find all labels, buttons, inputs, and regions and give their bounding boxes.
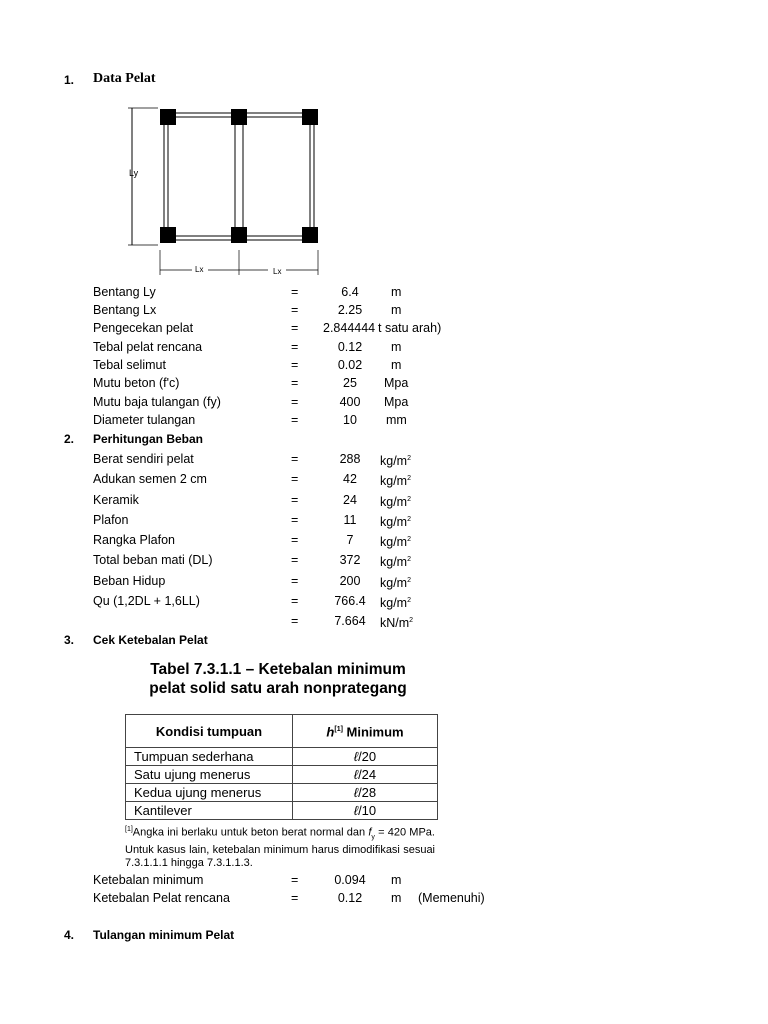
row-value: 0.094	[334, 873, 366, 887]
row-label: Beban Hidup	[93, 574, 166, 588]
table-row	[126, 748, 438, 766]
row-label: Mutu baja tulangan (fy)	[93, 395, 221, 409]
data-row	[0, 393, 768, 411]
row-unit: mm	[386, 413, 407, 427]
header-kondisi: Kondisi tumpuan	[126, 715, 293, 748]
section-2-title: Perhitungan Beban	[93, 432, 204, 446]
data-row	[0, 338, 768, 356]
section-1-title: Data Pelat	[93, 71, 156, 86]
row-unit: m	[391, 358, 402, 372]
row-label: Bentang Lx	[93, 303, 157, 317]
row-value: 2.25	[337, 303, 363, 317]
row-unit: $kg/m^2$	[380, 596, 411, 611]
row-label: Rangka Plafon	[93, 533, 176, 547]
check-row	[0, 871, 768, 889]
row-label: Ketebalan minimum	[93, 873, 204, 887]
row-unit: t satu arah)	[378, 321, 442, 335]
load-row	[0, 470, 768, 488]
table-footnote: [1]Angka ini berlaku untuk beton berat normal dan $f_y = 420$ MPa. Untuk kasus lain, ketebalan minimum harus dimodifikasi sesuai 7.3.1.1.1 hingga 7.3.1.1.3.	[125, 826, 435, 869]
row-equals: =	[291, 376, 299, 390]
row-unit: $kg/m^2$	[380, 535, 411, 550]
row-label: Total beban mati (DL)	[93, 553, 213, 567]
row-equals: =	[291, 303, 299, 317]
row-unit: $kg/m^2$	[380, 495, 411, 510]
load-row	[0, 531, 768, 549]
row-unit: $kg/m^2$	[380, 576, 411, 591]
row-unit: m	[391, 285, 402, 299]
row-value: 0.12	[337, 891, 363, 905]
row-equals: =	[291, 452, 299, 466]
row-equals: =	[291, 395, 299, 409]
row-label: Berat sendiri pelat	[93, 452, 194, 466]
row-unit: Mpa	[384, 376, 409, 390]
row-unit: $kg/m^2$	[380, 555, 411, 570]
table-header-row	[126, 715, 438, 748]
cell-kondisi: Tumpuan sederhana	[126, 748, 293, 766]
row-value: 6.4	[341, 285, 359, 299]
row-unit: m	[391, 303, 402, 317]
slab-plan-diagram	[120, 100, 330, 280]
row-equals: =	[291, 493, 299, 507]
row-equals: =	[291, 340, 299, 354]
row-value: 10	[343, 413, 357, 427]
row-equals: =	[291, 358, 299, 372]
cell-minimum: ℓ/20	[293, 748, 438, 766]
row-unit: Mpa	[384, 395, 409, 409]
row-unit: m	[391, 340, 402, 354]
row-value: 288	[339, 452, 361, 466]
table-title-line-1: Tabel 7.3.1.1 – Ketebalan minimum	[150, 661, 406, 678]
row-unit: $kg/m^2$	[380, 454, 411, 469]
row-unit: m	[391, 873, 402, 887]
load-row	[0, 551, 768, 569]
row-unit: $kg/m^2$	[380, 515, 411, 530]
data-row	[0, 283, 768, 301]
row-equals: =	[291, 533, 299, 547]
row-value: 400	[339, 395, 361, 409]
row-unit: $kg/m^2$	[380, 474, 411, 489]
row-label: Mutu beton (f'c)	[93, 376, 180, 390]
row-note: (Memenuhi)	[418, 891, 485, 905]
load-row	[0, 592, 768, 610]
load-row	[0, 612, 768, 630]
thickness-table	[125, 714, 438, 820]
table-row	[126, 766, 438, 784]
cell-minimum: ℓ/10	[293, 802, 438, 820]
data-row	[0, 301, 768, 319]
row-value: 766.4	[334, 594, 366, 608]
lx-label-1: Lx	[195, 265, 204, 274]
row-value: 25	[343, 376, 357, 390]
cell-minimum: ℓ/28	[293, 784, 438, 802]
data-row	[0, 356, 768, 374]
section-4-title: Tulangan minimum Pelat	[93, 928, 235, 942]
cell-kondisi: Satu ujung menerus	[126, 766, 293, 784]
row-equals: =	[291, 594, 299, 608]
row-equals: =	[291, 574, 299, 588]
row-value: 372	[339, 553, 361, 567]
row-label: Pengecekan pelat	[93, 321, 194, 335]
row-value: 24	[343, 493, 357, 507]
row-equals: =	[291, 413, 299, 427]
section-3-number: 3.	[64, 633, 75, 647]
row-label: Keramik	[93, 493, 139, 507]
row-unit: m	[391, 891, 402, 905]
check-row	[0, 889, 768, 907]
section-1-number: 1.	[64, 73, 75, 87]
section-3-title: Cek Ketebalan Pelat	[93, 633, 208, 647]
row-value: 11	[343, 513, 357, 527]
row-value: 7.664	[334, 614, 366, 628]
header-minimum: h[1] Minimum	[293, 715, 438, 748]
row-value: 0.02	[337, 358, 363, 372]
section-4-number: 4.	[64, 928, 75, 942]
row-equals: =	[291, 513, 299, 527]
row-equals: =	[291, 553, 299, 567]
row-equals: =	[291, 472, 299, 486]
section-2-number: 2.	[64, 432, 75, 446]
data-row	[0, 374, 768, 392]
table-row	[126, 784, 438, 802]
row-label: Qu (1,2DL + 1,6LL)	[93, 594, 200, 608]
load-row	[0, 491, 768, 509]
lx-label-2: Lx	[273, 267, 282, 276]
data-row	[0, 319, 768, 337]
row-value: 0.12	[337, 340, 363, 354]
row-value: 7	[346, 533, 354, 547]
row-equals: =	[291, 891, 299, 905]
row-label: Tebal pelat rencana	[93, 340, 203, 354]
row-value: 2.844444	[323, 321, 376, 335]
row-value: 200	[339, 574, 361, 588]
row-value: 42	[343, 472, 357, 486]
cell-minimum: ℓ/24	[293, 766, 438, 784]
row-label: Diameter tulangan	[93, 413, 196, 427]
load-row	[0, 511, 768, 529]
row-label: Plafon	[93, 513, 129, 527]
cell-kondisi: Kedua ujung menerus	[126, 784, 293, 802]
row-label: Bentang Ly	[93, 285, 156, 299]
row-label: Ketebalan Pelat rencana	[93, 891, 230, 905]
row-equals: =	[291, 321, 299, 335]
table-title-line-2: pelat solid satu arah nonprategang	[149, 680, 407, 697]
load-row	[0, 450, 768, 468]
row-unit: $kN/m^2$	[380, 616, 414, 631]
row-label: Tebal selimut	[93, 358, 166, 372]
load-row	[0, 572, 768, 590]
row-equals: =	[291, 873, 299, 887]
data-row	[0, 411, 768, 429]
ly-label: Ly	[129, 168, 139, 178]
row-equals: =	[291, 614, 299, 628]
row-equals: =	[291, 285, 299, 299]
table-row	[126, 802, 438, 820]
cell-kondisi: Kantilever	[126, 802, 293, 820]
row-label: Adukan semen 2 cm	[93, 472, 207, 486]
